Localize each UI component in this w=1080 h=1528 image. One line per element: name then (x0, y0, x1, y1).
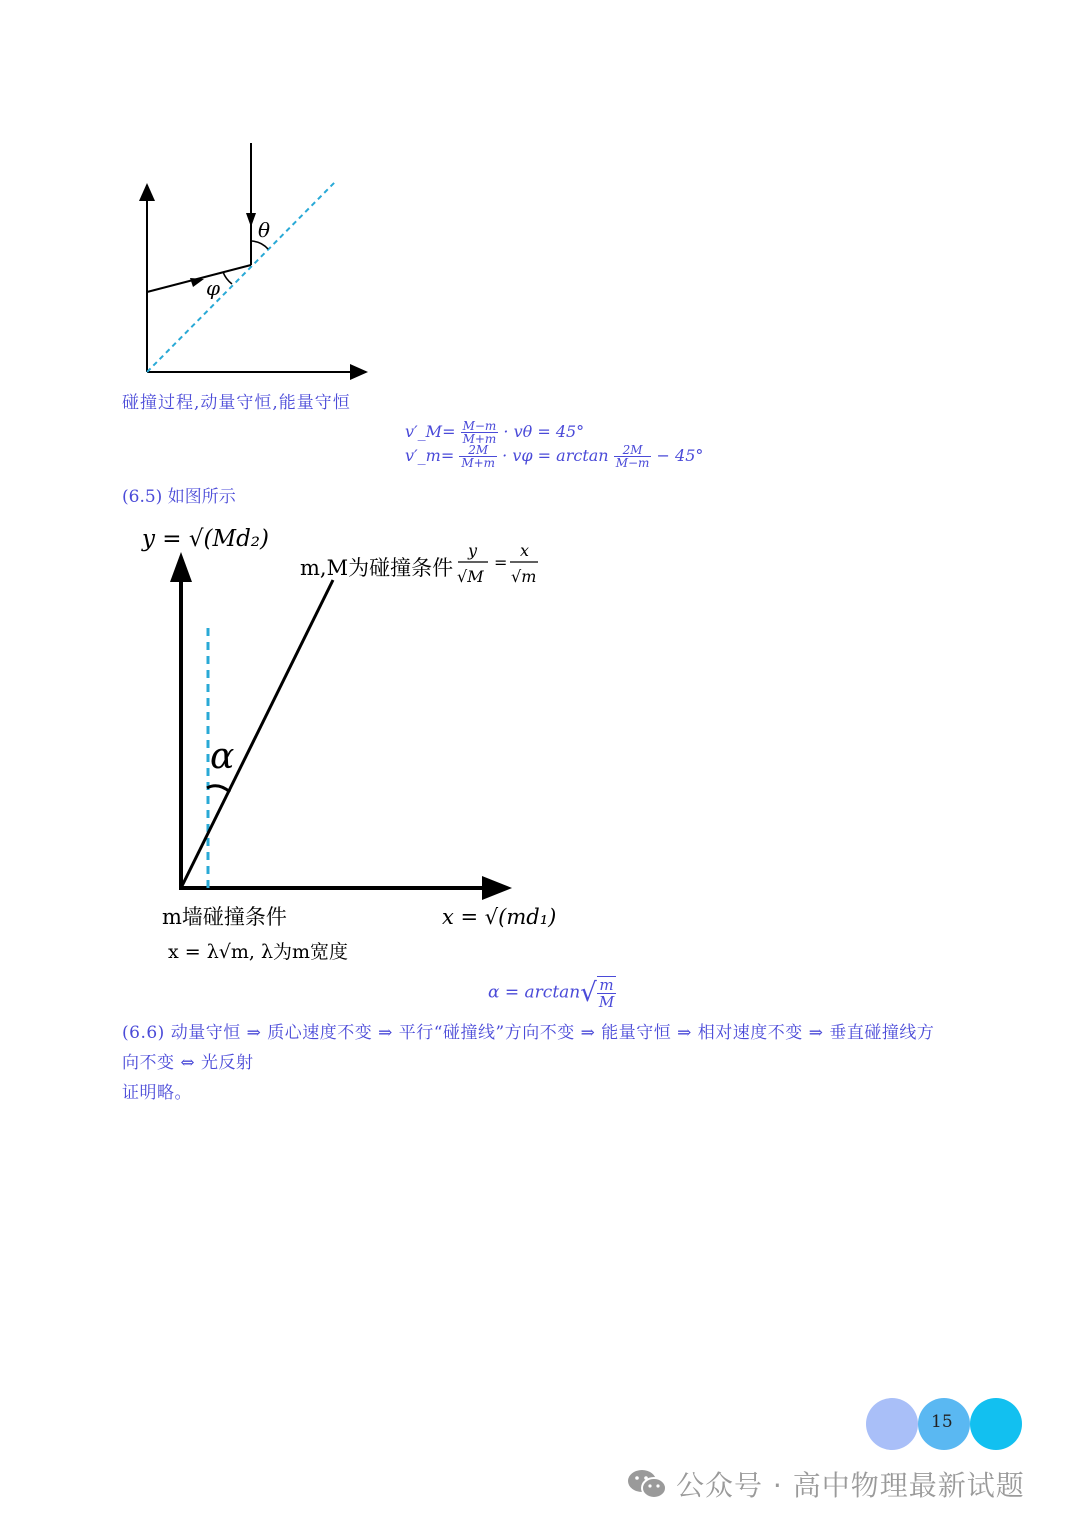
eq2-rest: · vφ = arctan (502, 446, 609, 465)
eq2-den2: M−m (615, 456, 650, 470)
section-6-6-line-1: (6.6) 动量守恒 ⇒ 质心速度不变 ⇒ 平行“碰撞线”方向不变 ⇒ 能量守恒 ⇒ 相对速度不变 ⇒ 垂直碰撞线方 (122, 1023, 935, 1043)
wechat-icon (626, 1467, 668, 1508)
eq2-num: 2M (459, 444, 497, 457)
alpha-eq-fraction (597, 976, 616, 1010)
watermark (626, 1464, 1025, 1508)
cond-den-2: √m (511, 567, 537, 586)
equation-1: v′_M= $\frac{M-m}{M+m}$ · vθ = 45° (405, 419, 585, 446)
eq2-den: M+m (461, 456, 496, 470)
y-axis-label: y = √(Md₂) (142, 526, 269, 552)
fig2-x-arrowhead (482, 876, 512, 900)
eq1-num: M−m (462, 419, 497, 433)
theta-label: θ (258, 218, 271, 242)
eq1-rest: · vθ = 45° (503, 422, 585, 441)
section-6-6-line-2: 向不变 ⇔ 光反射 (122, 1053, 254, 1073)
cond-den-1: √M (457, 567, 484, 586)
eq2-num2: 2M (614, 444, 652, 457)
eq1-den: M+m (462, 432, 497, 446)
alpha-eq-num: m (597, 977, 616, 994)
x-condition: x = λ√m, λ为m宽度 (168, 941, 349, 963)
figure-2-diagram (130, 510, 560, 970)
eq1-lhs: v′_M (405, 422, 443, 441)
fig2-y-arrowhead (170, 552, 192, 582)
fig1-dashed-line (147, 181, 336, 372)
figure-1-caption: 碰撞过程,动量守恒,能量守恒 (122, 393, 351, 413)
fig1-outgoing-arrow (147, 265, 251, 292)
watermark-text: 公众号 · 高中物理最新试题 (676, 1469, 1025, 1502)
figure-1-diagram (110, 135, 390, 385)
eq2-lhs: v′_m (405, 446, 441, 465)
badge-circle-3 (970, 1398, 1022, 1450)
fig2-collision-line (181, 580, 333, 888)
section-6-6-paragraph (122, 1018, 982, 1108)
phi-label: φ (206, 276, 221, 300)
eq1-fraction (461, 420, 499, 445)
cond-equals: = (494, 553, 508, 572)
wall-label: m墙碰撞条件 (162, 905, 287, 929)
x-axis-label: x = √(md₁) (442, 905, 557, 929)
page-number: 15 (931, 1412, 953, 1432)
section-6-5-label: (6.5) 如图所示 (122, 487, 236, 507)
eq2-fraction-2 (614, 444, 652, 469)
alpha-label: α (210, 736, 235, 777)
equation-2: v′_m= $\frac{2M}{M+m}$ · vφ = arctan $\frac{2M}{M-m}$ − 45° (405, 443, 704, 470)
proof-line: 证明略。 (122, 1083, 192, 1103)
alpha-eq-den: M (598, 993, 615, 1011)
cond-num-2: x (520, 541, 530, 560)
alpha-equation: α = arctan√ $\frac{m}{M}$ (488, 976, 615, 1011)
alpha-eq-lhs: α = arctan (488, 982, 581, 1003)
line-label: m,M为碰撞条件 (300, 556, 454, 580)
eq2-fraction (459, 444, 497, 469)
cond-num-1: y (468, 541, 478, 560)
eq2-tail: − 45° (656, 446, 704, 465)
badge-circle-1 (866, 1398, 918, 1450)
